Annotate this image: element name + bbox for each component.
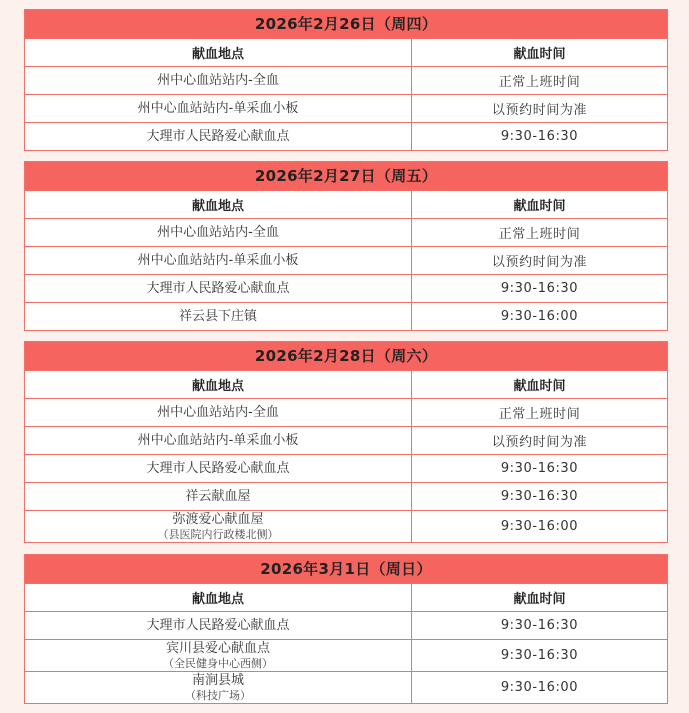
location-name: 大理市人民路爱心献血点 (146, 280, 290, 296)
column-header-time: 献血时间 (513, 379, 566, 394)
time-value: 以预约时间为准 (491, 255, 588, 270)
time-cell (412, 67, 667, 94)
location-note: （县医院内行政楼北侧） (157, 527, 279, 541)
time-cell (412, 399, 667, 426)
location-cell (25, 511, 412, 542)
location-name: 州中心血站站内-单采血小板 (137, 100, 299, 116)
time-cell (412, 612, 667, 639)
time-cell (412, 95, 667, 122)
time-cell (412, 483, 667, 510)
column-header-location: 献血地点 (25, 584, 412, 611)
time-cell (412, 275, 667, 302)
location-cell (25, 67, 412, 94)
time-cell (412, 427, 667, 454)
location-name: 州中心血站站内-全血 (157, 224, 279, 240)
location-name: 州中心血站站内-全血 (157, 404, 279, 420)
time-value: 以预约时间为准 (491, 103, 588, 118)
table-row (25, 426, 667, 454)
time-cell (412, 303, 667, 330)
location-cell (25, 303, 412, 330)
column-header-location: 献血地点 (25, 191, 412, 218)
table-row (25, 639, 667, 671)
location-cell (25, 612, 412, 639)
location-name: 大理市人民路爱心献血点 (146, 617, 290, 633)
time-cell (412, 511, 667, 542)
location-name: 南涧县城 (191, 672, 244, 688)
location-name: 州中心血站站内-全血 (157, 72, 279, 88)
table-row (25, 246, 667, 274)
table-row (25, 671, 667, 703)
block-date-title: 2026年2月28日（周六） (25, 342, 667, 370)
schedule-block (24, 341, 668, 543)
column-header-time: 献血时间 (513, 199, 566, 214)
location-name: 大理市人民路爱心献血点 (146, 128, 290, 144)
schedule-block (24, 554, 668, 704)
location-cell (25, 247, 412, 274)
table-row (25, 510, 667, 542)
location-cell (25, 275, 412, 302)
location-name: 大理市人民路爱心献血点 (146, 460, 290, 476)
location-name: 州中心血站站内-单采血小板 (137, 252, 299, 268)
table-header-row (25, 38, 667, 66)
table-row (25, 611, 667, 639)
time-value: 9:30-16:00 (500, 309, 579, 324)
schedule-block (24, 161, 668, 331)
location-name: 弥渡爱心献血屋 (172, 511, 264, 527)
location-cell (25, 483, 412, 510)
time-cell (412, 672, 667, 703)
column-header-location: 献血地点 (25, 371, 412, 398)
block-date-title: 2026年2月27日（周五） (25, 162, 667, 190)
block-date-title: 2026年3月1日（周日） (25, 555, 667, 583)
location-note: （科技广场） (185, 688, 251, 702)
time-cell (412, 455, 667, 482)
time-value: 9:30-16:00 (500, 519, 579, 534)
location-cell (25, 455, 412, 482)
block-date-title: 2026年2月26日（周四） (25, 10, 667, 38)
table-header-row (25, 370, 667, 398)
time-cell (412, 219, 667, 246)
time-value: 9:30-16:30 (500, 281, 579, 296)
location-cell (25, 672, 412, 703)
column-header-time: 献血时间 (513, 592, 566, 607)
location-name: 宾川县爱心献血点 (165, 640, 270, 656)
location-cell (25, 640, 412, 671)
time-value: 正常上班时间 (498, 227, 581, 242)
table-header-row (25, 190, 667, 218)
time-value: 正常上班时间 (498, 75, 581, 90)
column-header-location: 献血地点 (25, 39, 412, 66)
location-note: （全民健身中心西侧） (163, 656, 273, 670)
location-cell (25, 95, 412, 122)
location-name: 祥云献血屋 (185, 488, 251, 504)
time-value: 正常上班时间 (498, 407, 581, 422)
schedule-block (24, 9, 668, 151)
time-value: 以预约时间为准 (491, 435, 588, 450)
time-value: 9:30-16:30 (500, 618, 579, 633)
table-row (25, 94, 667, 122)
time-cell (412, 247, 667, 274)
time-value: 9:30-16:00 (500, 680, 579, 695)
table-row (25, 218, 667, 246)
table-row (25, 302, 667, 330)
table-row (25, 482, 667, 510)
column-header-time: 献血时间 (513, 47, 566, 62)
time-cell (412, 123, 667, 150)
table-row (25, 66, 667, 94)
time-value: 9:30-16:30 (500, 129, 579, 144)
time-cell (412, 640, 667, 671)
table-row (25, 122, 667, 150)
location-name: 州中心血站站内-单采血小板 (137, 432, 299, 448)
location-cell (25, 219, 412, 246)
table-row (25, 454, 667, 482)
location-cell (25, 399, 412, 426)
location-cell (25, 427, 412, 454)
time-value: 9:30-16:30 (500, 648, 579, 663)
time-value: 9:30-16:30 (500, 489, 579, 504)
table-header-row (25, 583, 667, 611)
table-row (25, 274, 667, 302)
location-cell (25, 123, 412, 150)
time-value: 9:30-16:30 (500, 461, 579, 476)
location-name: 祥云县下庄镇 (178, 308, 257, 324)
table-row (25, 398, 667, 426)
